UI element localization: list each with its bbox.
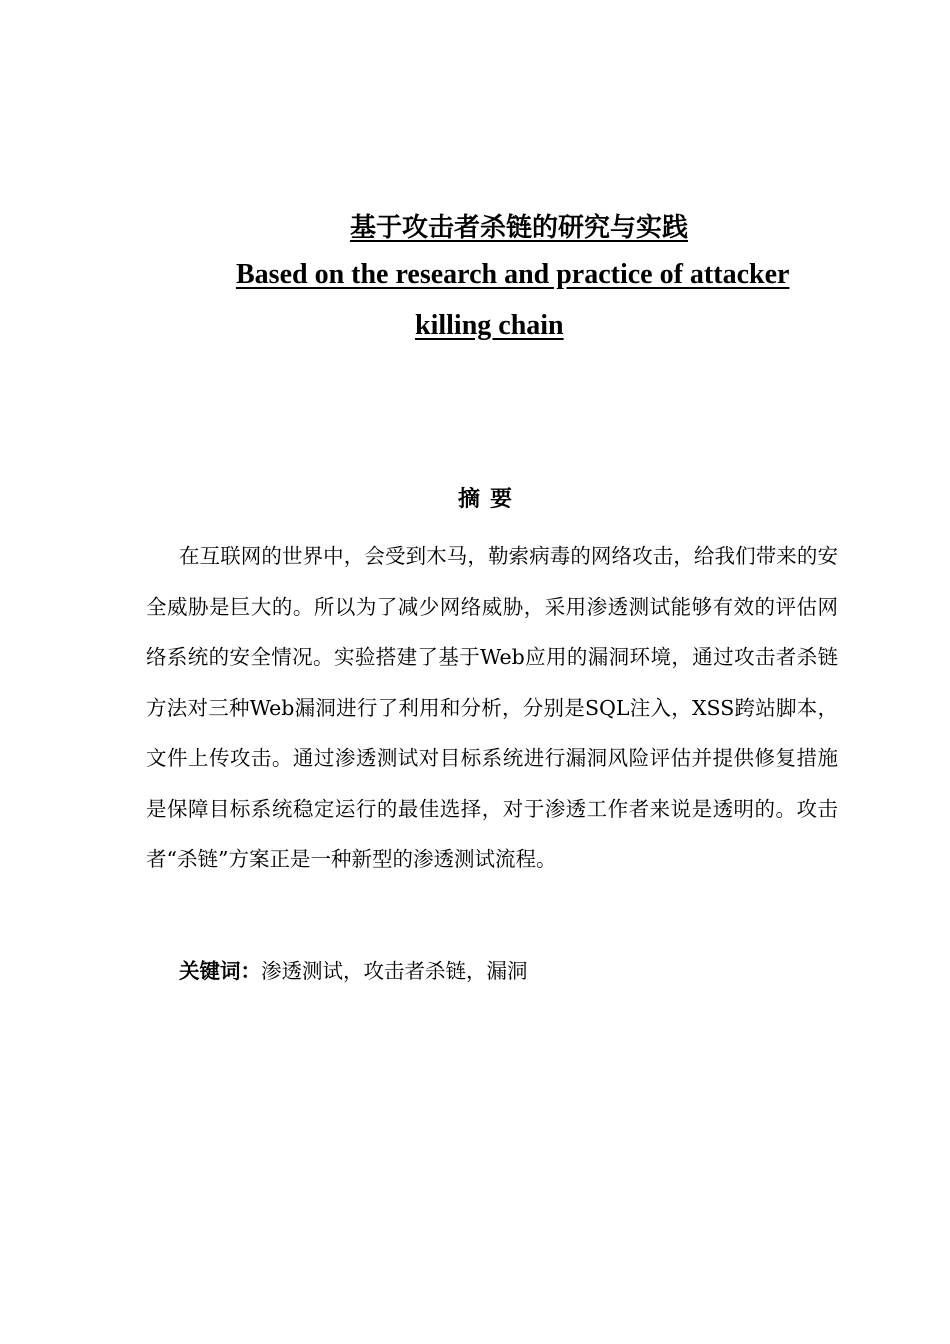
keywords-value: 渗透测试，攻击者杀链，漏洞 — [261, 959, 528, 983]
keywords-label: 关键词： — [179, 959, 261, 983]
english-title-line-2: killing chain — [415, 310, 564, 341]
chinese-title: 基于攻击者杀链的研究与实践 — [349, 213, 688, 243]
english-title-line-1: Based on the research and practice of attacker — [236, 259, 790, 290]
keywords-line — [179, 953, 528, 989]
abstract-heading: 摘要 — [457, 487, 522, 512]
abstract-paragraph: 在互联网的世界中，会受到木马，勒索病毒的网络攻击，给我们带来的安全威胁是巨大的。所以为了减少网络威胁，采用渗透测试能够有效的评估网络系统的安全情况。实验搭建了基于Web应用的漏洞环境，通过攻击者杀链方法对三种Web漏洞进行了利用和分析，分别是SQL注入，XSS跨站脚本，文件上传攻击。通过渗透测试对目标系统进行漏洞风险评估并提供修复措施是保障目标系统稳定运行的最佳选择，对于渗透工作者来说是透明的。攻击者“杀链”方案正是一种新型的渗透测试流程。 — [146, 544, 838, 871]
